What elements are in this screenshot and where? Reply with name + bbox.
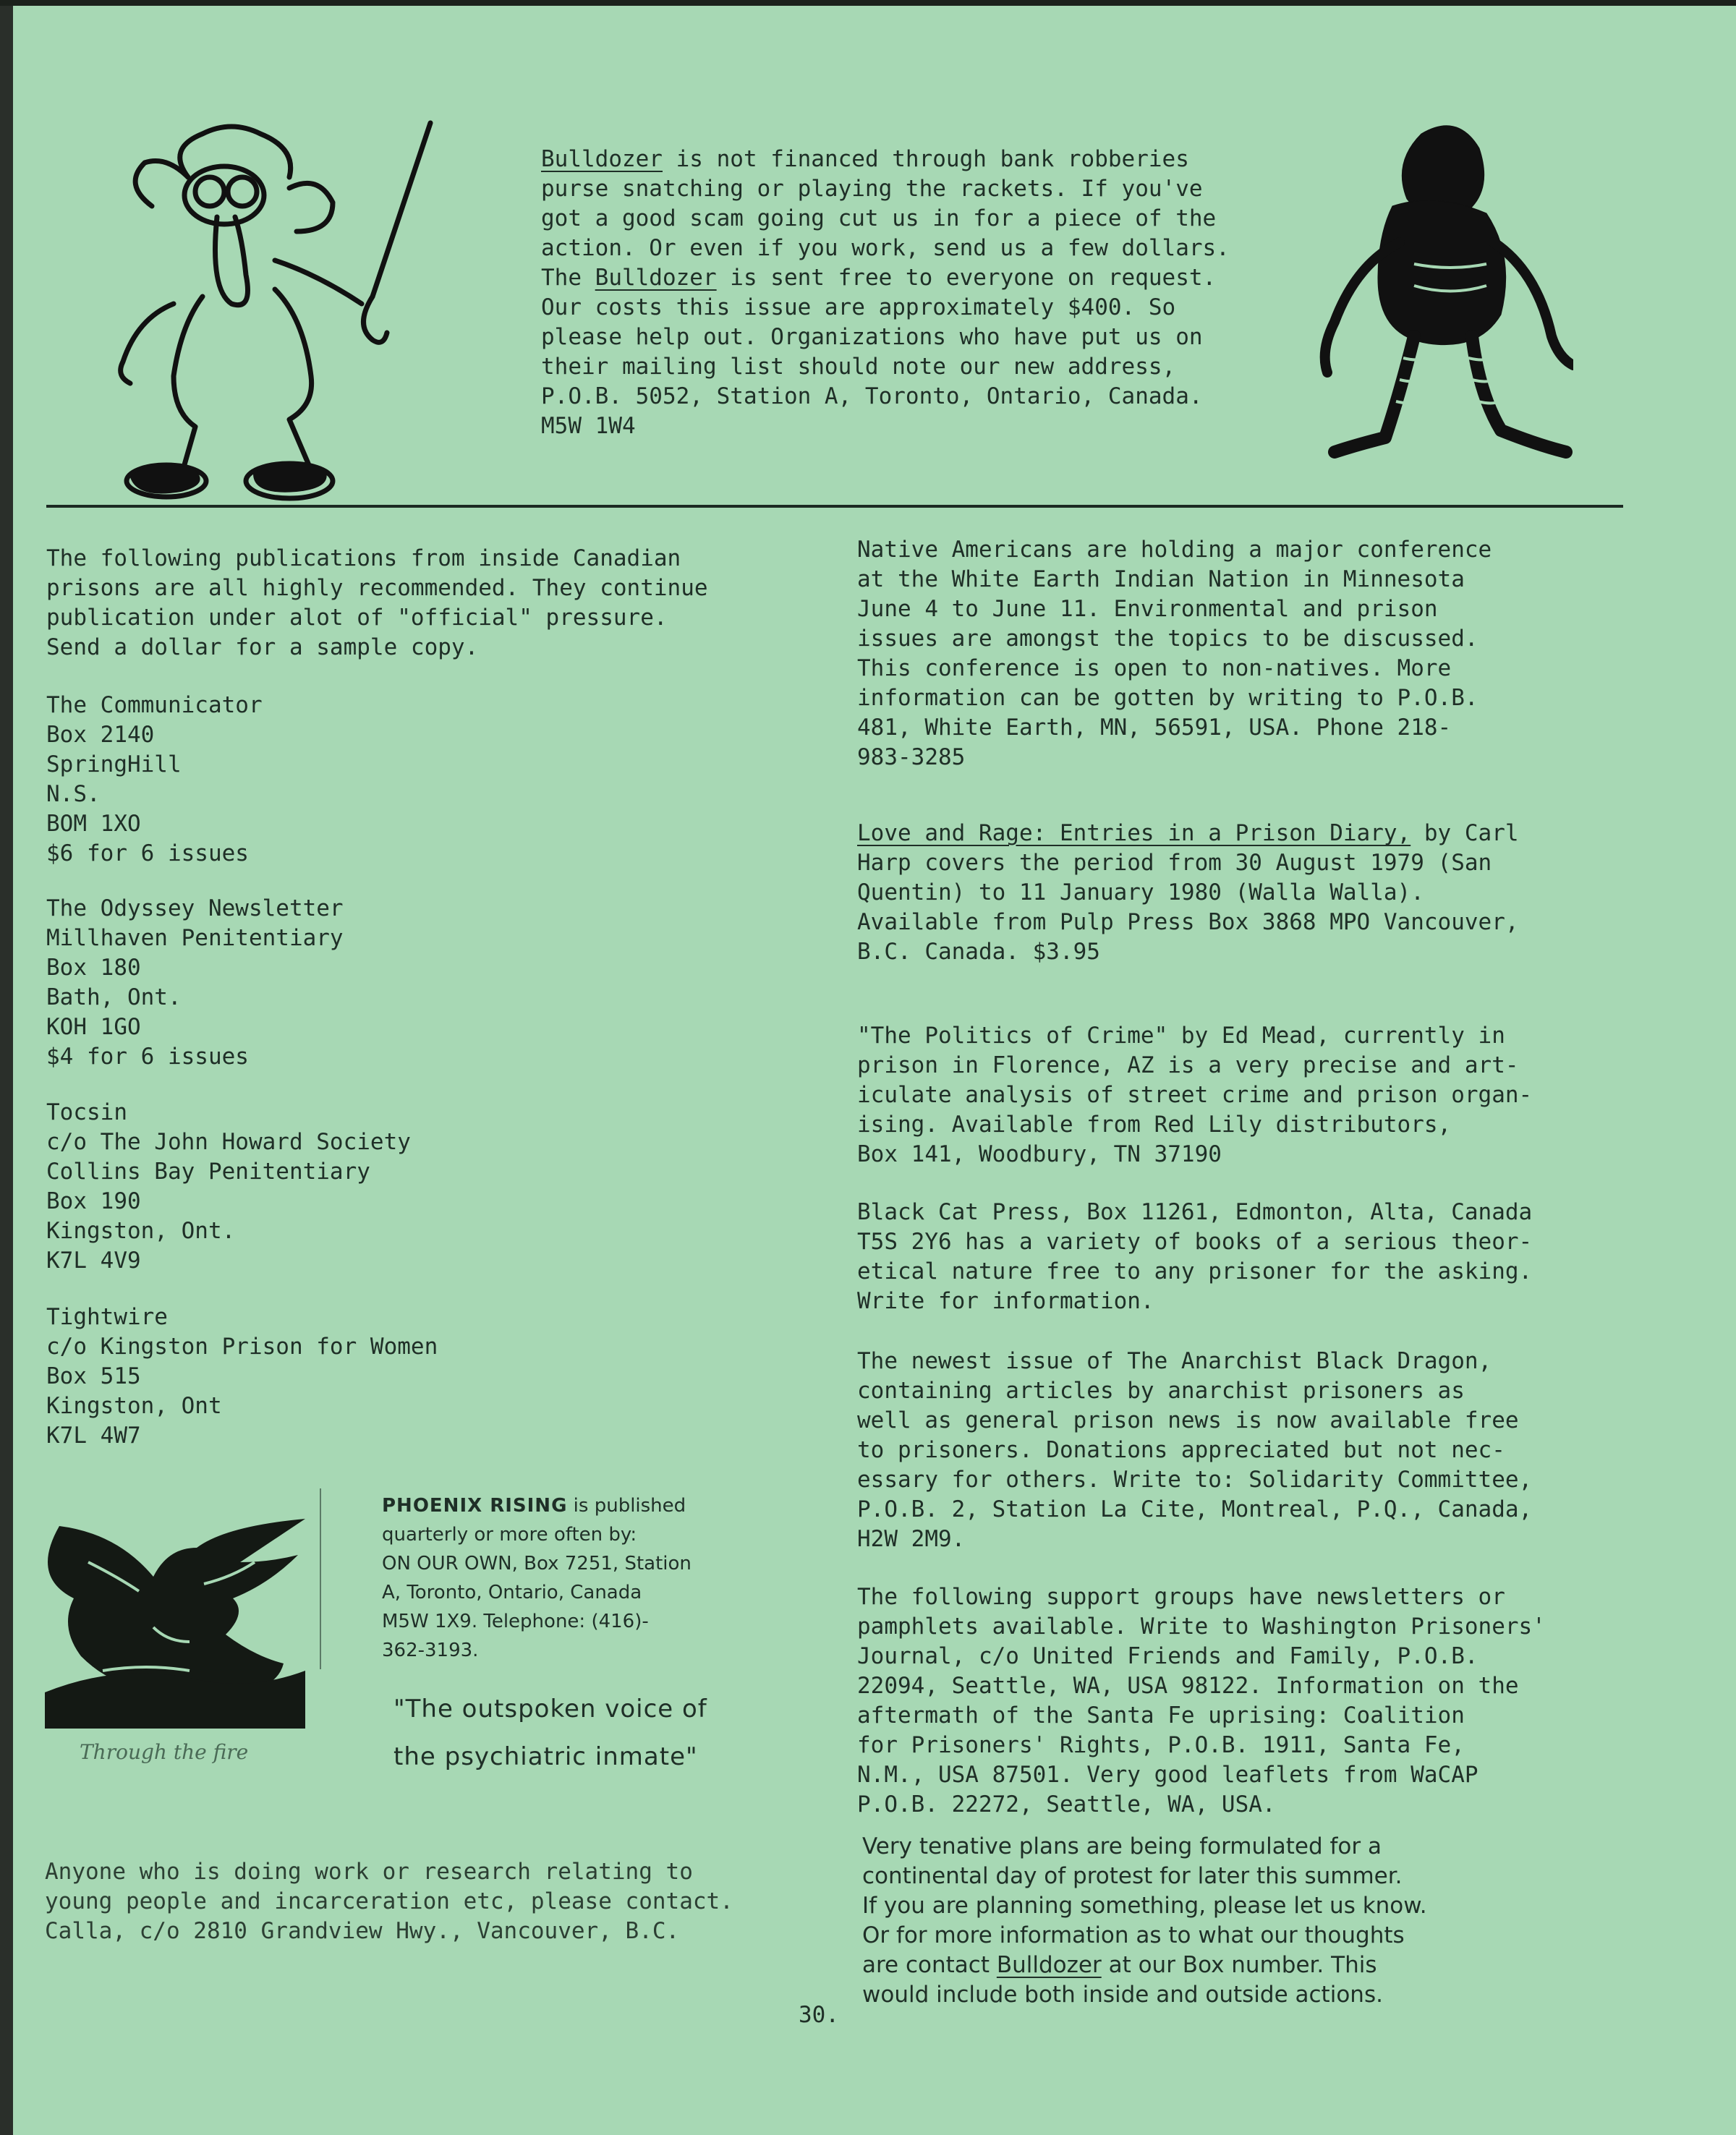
protest-text-part-1: Very tenative plans are being formulated for a continental day of protest for later this summer. If you are planning something, please let us know. Or for more information as to what our thoughts are contact [862,1833,1427,1978]
publication-communicator: The Communicator Box 2140 SpringHill N.S. BOM 1XO $6 for 6 issues [46,692,263,866]
cartoon-figure-illustration [109,116,441,510]
calla-notice: Anyone who is doing work or research relating to young people and incarceration etc, please contact. Calla, c/o 2810 Grandview Hwy., Vancouver, B.C. [45,1859,733,1944]
love-and-rage-notice [857,819,1711,967]
binding-edge [0,0,13,2135]
appeal-text-part-1: is not financed through bank robberies purse snatching or playing the rackets. If you've got a good scam going cut us in for a piece of the action. Or even if you work, send us a few dollars. The [541,146,1230,291]
appeal-text-part-2: is sent free to everyone on request. Our costs this issue are approximately $400. So please help out. Organizations who have put us on their mailing list should note our new address, P.O.B. 5052, Station A, Toronto, Ontario, Canada. M5W 1W4 [541,265,1217,439]
publications-intro: The following publications from inside Canadian prisons are all highly recommended. They continue publication under alot of "official" pressure. Send a dollar for a sample copy. [46,545,708,660]
protest-text-part-2: at our Box number. This would include both inside and outside actions. [862,1952,1383,2008]
bulldozer-title: Bulldozer [541,146,663,172]
phoenix-divider [320,1488,321,1669]
native-americans-conference: Native Americans are holding a major conference at the White Earth Indian Nation in Minnesota June 4 to June 11. Environmental and prison issues are amongst the topics to be discussed. This conference is open to non-natives. More information can be gotten by writing to P.O.B. 481, White Earth, MN, 56591, USA. Phone 218- 983-3285 [857,537,1492,770]
bulldozer-title-2: Bulldozer [595,265,717,291]
support-groups-notice: The following support groups have newsletters or pamphlets available. Write to Washington Prisoners' Journal, c/o United Friends and Family, P.O.B. 22094, Seattle, WA, USA 98122. Information on the aftermath of the Santa Fe uprising: Coalition for Prisoners' Rights, P.O.B. 1911, Santa Fe, N.M., USA 87501. Very good leaflets from WaCAP P.O.B. 22272, Seattle, WA, USA. [857,1584,1546,1817]
creature-illustration [1313,119,1573,466]
publication-tightwire: Tightwire c/o Kingston Prison for Women Box 515 Kingston, Ont K7L 4W7 [46,1304,438,1449]
black-cat-press-notice: Black Cat Press, Box 11261, Edmonton, Alta, Canada T5S 2Y6 has a variety of books of a serious theor- etical nature free to any prisoner for the asking. Write for information. [857,1199,1533,1314]
phoenix-rising-text: is published quarterly or more often by: ON OUR OWN, Box 7251, Station A, Toronto, Ontario, Canada M5W 1X9. Telephone: (416)- 362-3193. [382,1495,692,1661]
phoenix-illustration [45,1504,320,1729]
publication-odyssey: The Odyssey Newsletter Millhaven Penitentiary Box 180 Bath, Ont. KOH 1GO $4 for 6 issues [46,895,344,1070]
love-and-rage-text: by Carl Harp covers the period from 30 August 1979 (San Quentin) to 11 January 1980 (Walla Walla). Available from Pulp Press Box 3868 MPO Vancouver, B.C. Canada. $3.95 [857,820,1519,965]
phoenix-rising-title: PHOENIX RISING [382,1495,568,1517]
phoenix-quote: "The outspoken voice of the psychiatric inmate" [393,1695,707,1771]
funding-appeal [541,145,1301,441]
top-edge [0,0,1736,6]
section-divider [46,505,1623,508]
day-of-protest-notice [862,1832,1716,2010]
phoenix-rising-notice [382,1491,787,1665]
politics-of-crime-notice: "The Politics of Crime" by Ed Mead, currently in prison in Florence, AZ is a very precise and art- iculate analysis of street crime and prison organ- ising. Available from Red Lily distributors, Box 141, Woodbury, TN 37190 [857,1023,1533,1167]
love-and-rage-title: Love and Rage: Entries in a Prison Diary, [857,820,1411,846]
protest-bulldozer-title: Bulldozer [996,1952,1102,1978]
page-number: 30. [799,2002,839,2028]
anarchist-black-dragon-notice: The newest issue of The Anarchist Black Dragon, containing articles by anarchist prisoners as well as general prison news is now available free to prisoners. Donations appreciated but not nec- essary for others. Write to: Solidarity Committee, P.O.B. 2, Station La Cite, Montreal, P.Q., Canada, H2W 2M9. [857,1348,1533,1552]
publication-tocsin: Tocsin c/o The John Howard Society Collins Bay Penitentiary Box 190 Kingston, Ont. K7L 4V9 [46,1099,411,1274]
phoenix-caption: Through the fire [80,1740,249,1764]
